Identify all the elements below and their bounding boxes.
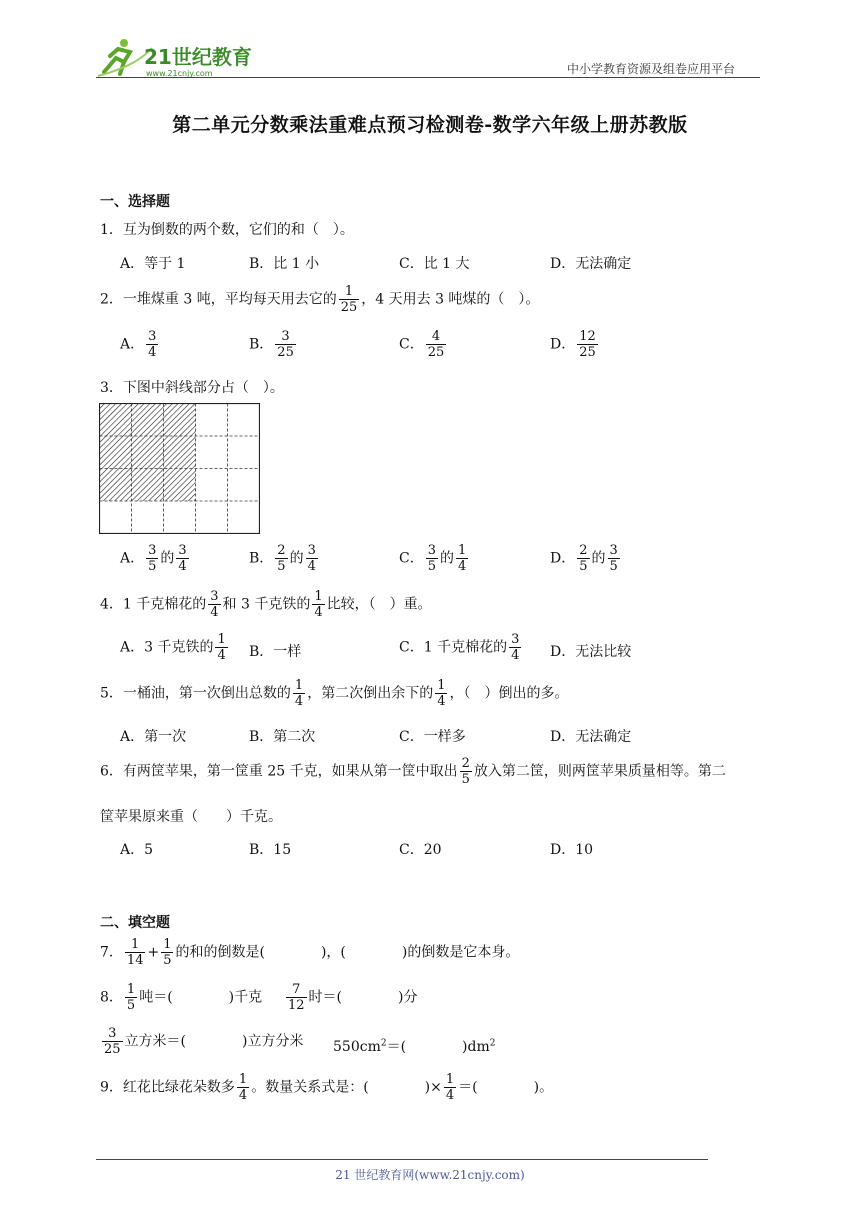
footer-text: 21 世纪教育网(www.21cnjy.com) [335,1168,525,1182]
section-heading-fill: 二、填空题 [100,915,170,931]
shaded-cell [100,469,132,502]
q1-option-c[interactable]: C．比 1 大 [399,256,470,272]
q2-option-a[interactable]: A． $\frac{3}{4}$ [120,329,157,360]
footer-rule [96,1159,708,1160]
logo [96,36,256,80]
shaded-cell [164,436,196,469]
q4-option-a[interactable]: A．3 千克铁的 $\frac{1}{4}$ [120,632,226,663]
header-rule [96,77,760,78]
question-3-stem: 3．下图中斜线部分占（ ）。 [100,380,284,396]
question-1-stem: 1．互为倒数的两个数，它们的和（ ）。 [100,222,354,238]
shaded-cell [132,404,164,437]
question-5-stem: 5．一桶油，第一次倒出总数的 $\frac{1}{4}$ ，第二次倒出余下的 $\frac{1}{4}$ ，（ ）倒出的多。 [100,678,569,709]
fraction: $\frac{1}{25}$ [340,284,358,315]
q4-option-d[interactable]: D．无法比较 [550,644,632,660]
q6-option-a[interactable]: A．5 [120,842,154,858]
shaded-cell [164,404,196,437]
question-8-area: $550cm^2=$( )$dm^2$ [333,1038,496,1055]
q2-stem-part1: 2．一堆煤重 3 吨，平均每天用去它的 [100,291,337,308]
shaded-cell [100,436,132,469]
question-7: 7． $\frac{1}{14}$ + $\frac{1}{5}$ 的和的倒数是( )，( )的倒数是它本身。 [100,937,520,968]
platform-name: 中小学教育资源及组卷应用平台 [567,62,736,76]
q2-stem-part2: ，4 天用去 3 吨煤的（ ）。 [361,291,540,308]
q3-option-b[interactable]: B． $\frac{2}{5}$ 的 $\frac{3}{4}$ [249,543,316,574]
q6-option-d[interactable]: D．10 [550,842,594,858]
q5-option-d[interactable]: D．无法确定 [550,729,632,745]
q3-option-d[interactable]: D． $\frac{2}{5}$ 的 $\frac{3}{5}$ [550,543,618,574]
section-heading-choice: 一、选择题 [100,194,170,210]
q1-option-a[interactable]: A．等于 1 [120,256,186,272]
question-4-stem: 4．1 千克棉花的 $\frac{3}{4}$ 和 3 千克铁的 $\frac{1}{4}$ 比较，（ ）重。 [100,589,432,620]
q3-option-c[interactable]: C． $\frac{3}{5}$ 的 $\frac{1}{4}$ [399,543,467,574]
shaded-cell [132,469,164,502]
question-8-line1: 8． $\frac{1}{5}$ 吨＝( )千克 [100,982,263,1013]
question-6-stem-line1: 6．有两筐苹果，第一筐重 25 千克，如果从第一筐中取出 $\frac{2}{5}$ 放入第二筐，则两筐苹果质量相等。第二 [100,756,726,787]
q3-option-a[interactable]: A． $\frac{3}{5}$ 的 $\frac{3}{4}$ [120,543,187,574]
q1-option-d[interactable]: D．无法确定 [550,256,632,272]
q6-option-c[interactable]: C．20 [399,842,442,858]
q5-option-b[interactable]: B．第二次 [249,729,316,745]
logo-text: 21世纪教育 [144,45,252,69]
q2-option-b[interactable]: B． $\frac{3}{25}$ [249,329,294,360]
shaded-cell [100,404,132,437]
question-2-stem [100,284,539,315]
question-6-stem-line2: 筐苹果原来重（ ）千克。 [100,809,282,825]
q5-option-a[interactable]: A．第一次 [120,729,187,745]
question-9: 9．红花比绿花朵数多 $\frac{1}{4}$ 。数量关系式是：( )× $\frac{1}{4}$ ＝( )。 [100,1072,554,1103]
shaded-cell [132,436,164,469]
shaded-grid-figure [99,403,260,534]
question-8-line2: $\frac{3}{25}$ 立方米＝( )立方分米 [104,1026,304,1057]
question-8-time: $\frac{7}{12}$ 时＝( )分 [288,982,418,1013]
q2-option-d[interactable]: D． $\frac{12}{25}$ [550,329,596,360]
q1-option-b[interactable]: B．比 1 小 [249,256,320,272]
page-title: 第二单元分数乘法重难点预习检测卷-数学六年级上册苏教版 [172,114,688,136]
q5-option-c[interactable]: C．一样多 [399,729,466,745]
shaded-cell [164,469,196,502]
q2-option-c[interactable]: C． $\frac{4}{25}$ [399,329,445,360]
logo-url: www.21cnjy.com [146,69,213,78]
q6-option-b[interactable]: B．15 [249,842,292,858]
q4-option-c[interactable]: C．1 千克棉花的 $\frac{3}{4}$ [399,632,520,663]
q4-option-b[interactable]: B．一样 [249,644,302,660]
